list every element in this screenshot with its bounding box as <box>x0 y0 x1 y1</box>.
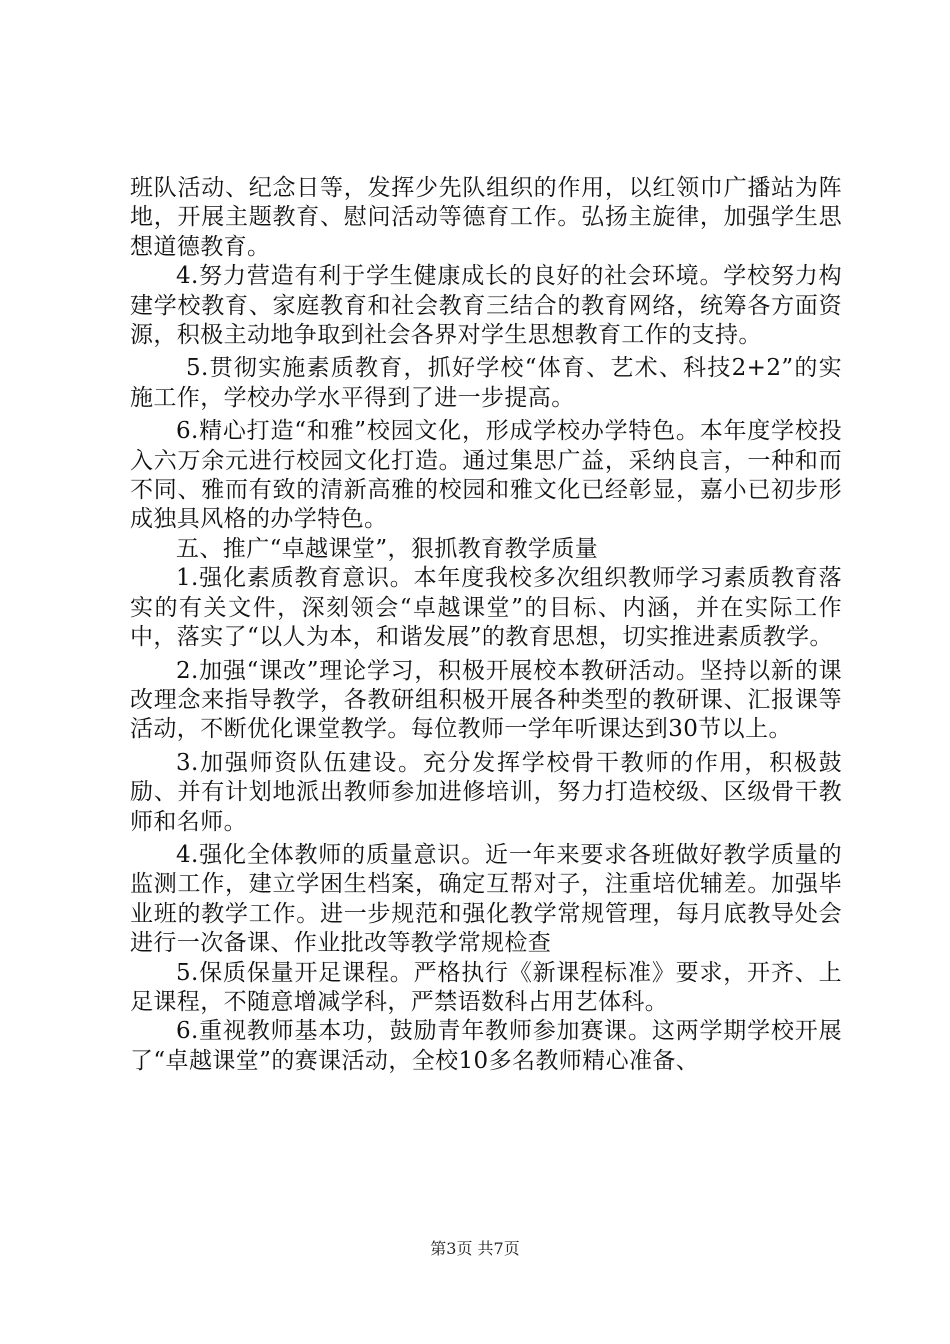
section-heading-five: 五、推广“卓越课堂”，狠抓教育教学质量 <box>176 535 599 562</box>
paragraph-item-5-courses: 5.保质保量开足课程。严格执行《新课程标准》要求，开齐、上足课程，不随意增减学科，严禁语数科占用艺体科。 <box>130 959 842 1015</box>
paragraph-item-5-quality-education: 5.贯彻实施素质教育，抓好学校“体育、艺术、科技2+2”的实施工作，学校办学水平得到了进一步提高。 <box>130 355 842 411</box>
paragraph-item-6-campus-culture: 6.精心打造“和雅”校园文化，形成学校办学特色。本年度学校投入六万余元进行校园文化打造。通过集思广益，采纳良言，一种和而不同、雅而有致的清新高雅的校园和雅文化已经彰显，嘉小已初步形成独具风格的办学特色。 <box>130 418 842 533</box>
page-number-footer: 第3页 共7页 <box>430 1239 520 1258</box>
paragraph-item-6-basic-skills: 6.重视教师基本功，鼓励青年教师参加赛课。这两学期学校开展了“卓越课堂”的赛课活动，全校10多名教师精心准备、 <box>130 1018 842 1074</box>
paragraph-continued: 班队活动、纪念日等，发挥少先队组织的作用，以红领巾广播站为阵地，开展主题教育、慰问活动等德育工作。弘扬主旋律，加强学生思想道德教育。 <box>130 175 842 260</box>
paragraph-item-2-reform: 2.加强“课改”理论学习，积极开展校本教研活动。坚持以新的课改理念来指导教学，各教研组积极开展各种类型的教研课、汇报课等活动，不断优化课堂教学。每位教师一学年听课达到30节以上。 <box>130 657 842 743</box>
document-body <box>130 174 842 1076</box>
paragraph-item-3-teachers: 3.加强师资队伍建设。充分发挥学校骨干教师的作用，积极鼓励、并有计划地派出教师参加进修培训，努力打造校级、区级骨干教师和名师。 <box>130 749 842 835</box>
paragraph-item-4-quality: 4.强化全体教师的质量意识。近一年来要求各班做好教学质量的监测工作，建立学困生档案，确定互帮对子，注重培优辅差。加强毕业班的教学工作。进一步规范和强化教学常规管理，每月底教导处会进行一次备课、作业批改等教学常规检查 <box>130 841 842 957</box>
paragraph-item-1-awareness: 1.强化素质教育意识。本年度我校多次组织教师学习素质教育落实的有关文件，深刻领会“卓越课堂”的目标、内涵，并在实际工作中，落实了“以人为本，和谐发展”的教育思想，切实推进素质教学。 <box>130 565 842 651</box>
paragraph-item-4-environment: 4.努力营造有利于学生健康成长的良好的社会环境。学校努力构建学校教育、家庭教育和社会教育三结合的教育网络，统筹各方面资源，积极主动地争取到社会各界对学生思想教育工作的支持。 <box>130 263 842 349</box>
